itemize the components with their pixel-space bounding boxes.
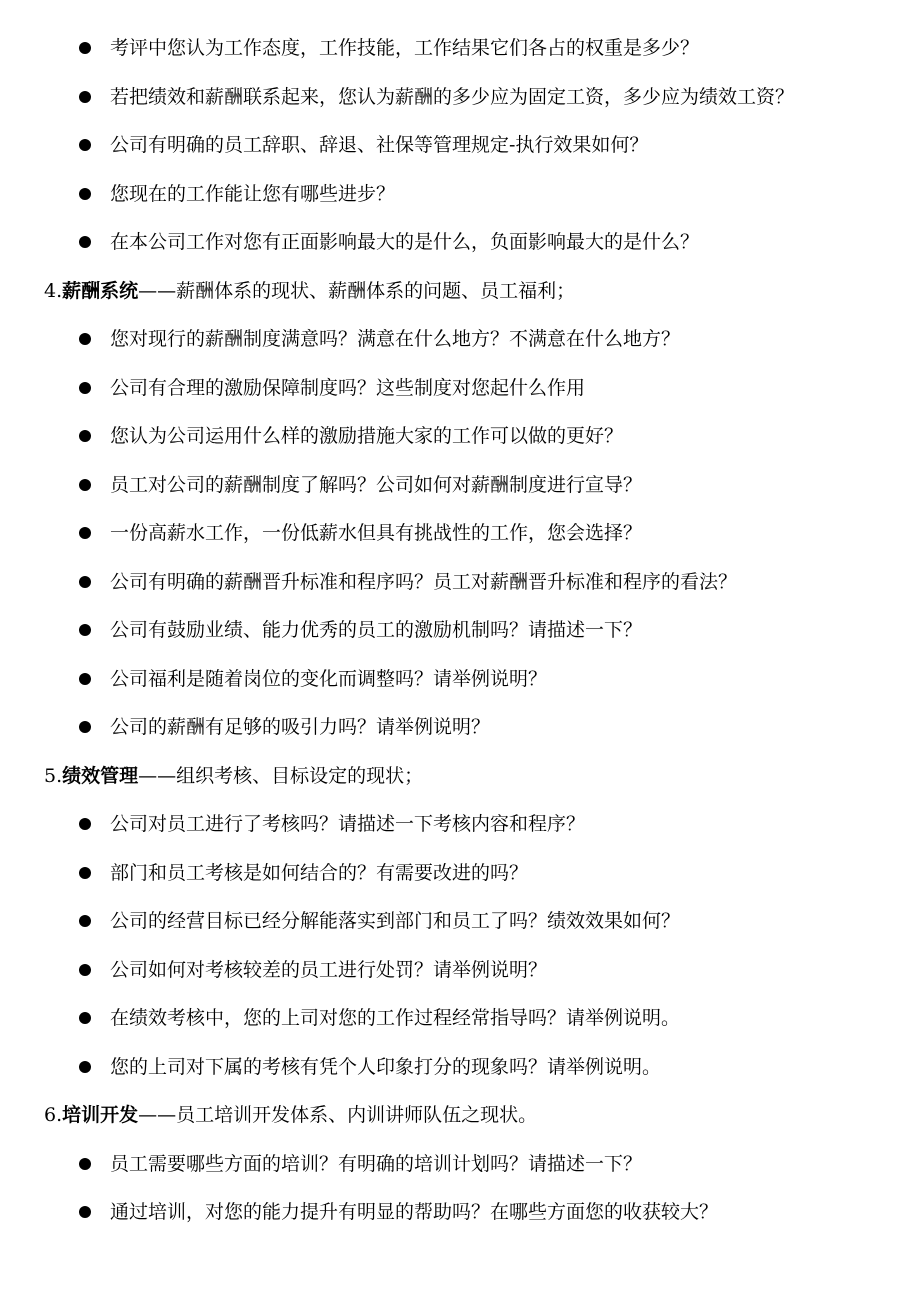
question-text: 考评中您认为工作态度，工作技能，工作结果它们各占的权重是多少？: [110, 37, 700, 59]
list-item: [0, 121, 920, 170]
document-body: [0, 24, 920, 1237]
list-item: [0, 1188, 920, 1237]
list-item: [0, 800, 920, 849]
bullet-icon: [79, 527, 91, 539]
list-item: [0, 946, 920, 995]
section-number: 6.: [44, 1104, 63, 1126]
bullet-icon: [79, 333, 91, 345]
section-title: 培训开发: [62, 1104, 139, 1126]
list-item: [0, 1043, 920, 1092]
bullet-icon: [79, 42, 91, 54]
question-text: 公司福利是随着岗位的变化而调整吗？请举例说明？: [110, 667, 548, 690]
bullet-icon: [79, 673, 91, 685]
question-text: 公司的经营目标已经分解能落实到部门和员工了吗？绩效效果如何？: [110, 910, 681, 932]
bullet-icon: [79, 576, 91, 588]
list-item: [0, 24, 920, 73]
bullet-icon: [79, 818, 91, 830]
question-text: 在本公司工作对您有正面影响最大的是什么，负面影响最大的是什么？: [110, 231, 700, 253]
list-item: [0, 73, 920, 122]
list-item: [0, 849, 920, 898]
section-number: 5.: [44, 764, 63, 787]
question-text: 公司有明确的薪酬晋升标准和程序吗？员工对薪酬晋升标准和程序的看法？: [110, 570, 738, 593]
question-text: 公司对员工进行了考核吗？请描述一下考核内容和程序？: [110, 813, 586, 835]
question-text: 您认为公司运用什么样的激励措施大家的工作可以做的更好？: [110, 425, 624, 447]
list-item: [0, 703, 920, 752]
bullet-icon: [79, 430, 91, 442]
section-heading-performance: [0, 752, 920, 801]
question-text: 公司的薪酬有足够的吸引力吗？请举例说明？: [110, 716, 491, 738]
bullet-icon: [79, 382, 91, 394]
list-item: [0, 412, 920, 461]
question-text: 部门和员工考核是如何结合的？有需要改进的吗？: [110, 861, 529, 884]
list-item: [0, 655, 920, 704]
bullet-icon: [79, 721, 91, 733]
question-text: 员工对公司的薪酬制度了解吗？公司如何对薪酬制度进行宣导？: [110, 473, 643, 496]
bullet-icon: [79, 1012, 91, 1024]
section-title: 薪酬系统: [62, 279, 139, 302]
list-item: [0, 218, 920, 267]
bullet-icon: [79, 91, 91, 103]
question-text: 公司有合理的激励保障制度吗？这些制度对您起什么作用: [110, 376, 586, 399]
question-text: 您现在的工作能让您有哪些进步？: [110, 182, 396, 205]
bullet-icon: [79, 1061, 91, 1073]
section-description: ——组织考核、目标设定的现状；: [138, 764, 424, 787]
section-heading-compensation: [0, 267, 920, 316]
question-text: 若把绩效和薪酬联系起来，您认为薪酬的多少应为固定工资，多少应为绩效工资？: [110, 85, 795, 108]
question-text: 公司如何对考核较差的员工进行处罚？请举例说明？: [110, 958, 548, 981]
question-text: 员工需要哪些方面的培训？有明确的培训计划吗？请描述一下？: [110, 1152, 643, 1175]
bullet-icon: [79, 139, 91, 151]
section-number: 4.: [44, 279, 63, 302]
section-description: ——薪酬体系的现状、薪酬体系的问题、员工福利；: [138, 279, 576, 302]
question-text: 在绩效考核中，您的上司对您的工作过程经常指导吗？请举例说明。: [110, 1007, 681, 1029]
bullet-icon: [79, 624, 91, 636]
bullet-icon: [79, 964, 91, 976]
list-item: [0, 558, 920, 607]
section-heading-training: [0, 1091, 920, 1140]
list-item: [0, 170, 920, 219]
bullet-icon: [79, 188, 91, 200]
section-title: 绩效管理: [62, 764, 139, 787]
bullet-icon: [79, 479, 91, 491]
question-text: 您的上司对下属的考核有凭个人印象打分的现象吗？请举例说明。: [110, 1055, 662, 1078]
bullet-icon: [79, 1206, 91, 1218]
list-item: [0, 606, 920, 655]
bullet-icon: [79, 915, 91, 927]
bullet-icon: [79, 867, 91, 879]
question-text: 一份高薪水工作，一份低薪水但具有挑战性的工作，您会选择？: [110, 522, 643, 544]
section-description: ——员工培训开发体系、内训讲师队伍之现状。: [138, 1104, 538, 1126]
bullet-icon: [79, 236, 91, 248]
list-item: [0, 461, 920, 510]
question-text: 公司有鼓励业绩、能力优秀的员工的激励机制吗？请描述一下？: [110, 619, 643, 641]
list-item: [0, 1140, 920, 1189]
bullet-icon: [79, 1158, 91, 1170]
list-item: [0, 315, 920, 364]
question-text: 您对现行的薪酬制度满意吗？满意在什么地方？不满意在什么地方？: [110, 328, 681, 350]
list-item: [0, 364, 920, 413]
list-item: [0, 509, 920, 558]
question-text: 公司有明确的员工辞职、辞退、社保等管理规定-执行效果如何？: [110, 134, 649, 156]
list-item: [0, 994, 920, 1043]
list-item: [0, 897, 920, 946]
question-text: 通过培训，对您的能力提升有明显的帮助吗？在哪些方面您的收获较大？: [110, 1201, 719, 1223]
